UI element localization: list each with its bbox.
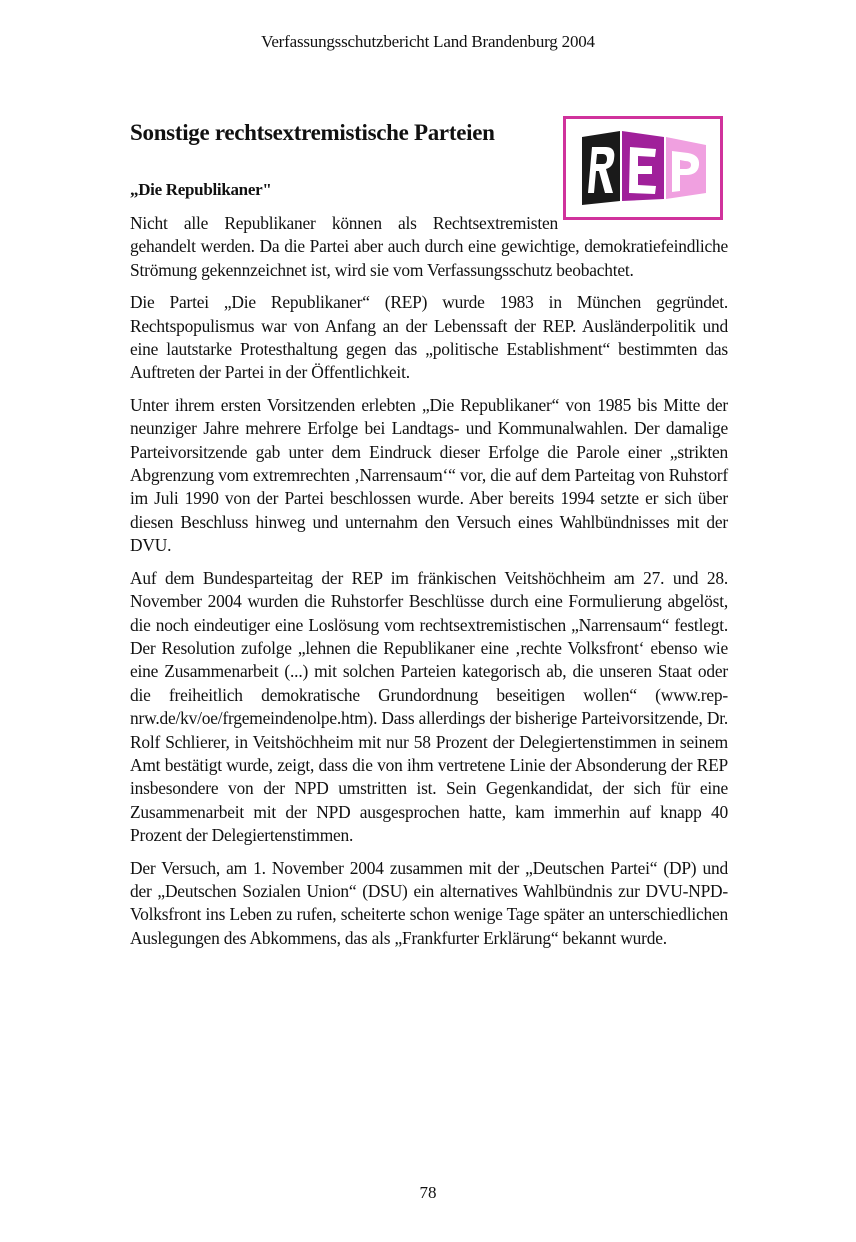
logo-wrap-gap [558,212,728,230]
rep-logo [563,116,723,220]
paragraph-text: Nicht alle Republikaner können als Rechtsextremisten gehandelt werden. Da die Partei aber auch durch eine gewichtige, demokratiefeindliche Strömung gekennzeichnet ist, wird sie vom Verfassungsschutz beobachtet. [130,213,728,280]
paragraph: Auf dem Bundesparteitag der REP im fränkischen Veitshöchheim am 27. und 28. November 2004 wurden die Ruhstorfer Beschlüsse durch eine Formulierung abgelöst, die noch eindeutiger eine Loslösung vom rechtsextremistischen „Narrensaum“ festlegt. Der Resolution zufolge „lehnen die Republikaner eine ‚rechte Volksfront‘ ebenso wie eine Zusammenarbeit (...) mit solchen Parteien kategorisch ab, die unseren Staat oder die freiheitlich demokratische Grundordnung beseitigen wollen“ (www.rep-nrw.de/kv/oe/frgemeindenolpe.htm). Dass allerdings der bisherige Parteivorsitzende, Dr. Rolf Schlierer, in Veitshöchheim mit nur 58 Prozent der Delegiertenstimmen in seinem Amt bestätigt wurde, zeigt, dass die von ihm vertretene Linie der Absonderung der REP insbesondere von der NPD umstritten ist. Sein Gegenkandidat, der sich für eine Zusammenarbeit mit der NPD ausgesprochen hatte, kam immerhin auf knapp 40 Prozent der Delegiertenstimmen. [130,567,728,846]
running-header: Verfassungsschutzbericht Land Brandenburg 2004 [261,32,595,51]
paragraph [130,212,728,282]
section-title: Sonstige rechtsextremistische Parteien [130,120,495,145]
rep-logo-graphic [566,119,720,217]
paragraph: Die Partei „Die Republikaner“ (REP) wurde 1983 in München gegründet. Rechtspopulismus war von Anfang an der Lebenssaft der REP. Ausländerpolitik und eine lautstarke Protesthaltung gegen das „politische Establishment“ bestimmten das Auftreten der Partei in der Öffentlichkeit. [130,292,728,383]
paragraph: Unter ihrem ersten Vorsitzenden erlebten „Die Republikaner“ von 1985 bis Mitte der neunziger Jahre mehrere Erfolge bei Landtags- und Kommunalwahlen. Der damalige Parteivorsitzende gab unter dem Eindruck dieser Erfolge die Parole einer „strikten Abgrenzung vom extremrechten ‚Narrensaum‘“ vor, die auf dem Parteitag von Ruhstorf im Juli 1990 von der Partei beschlossen wurde. Aber bereits 1994 setzte er sich über diesen Beschluss hinweg und unternahm den Versuch eines Wahlbündnisses mit der DVU. [130,394,728,556]
paragraph: Der Versuch, am 1. November 2004 zusammen mit der „Deutschen Partei“ (DP) und der „Deutschen Sozialen Union“ (DSU) ein alternatives Wahlbündnis zur DVU-NPD-Volksfront ins Leben zu rufen, scheiterte schon wenige Tage später an unterschiedlichen Auslegungen des Abkommens, das als „Frankfurter Erklärung“ bekannt wurde. [130,857,728,948]
body-text [130,212,728,959]
subsection-title: „Die Republikaner" [130,180,272,199]
page-number: 78 [419,1183,437,1202]
logo-letter-e [629,147,656,194]
